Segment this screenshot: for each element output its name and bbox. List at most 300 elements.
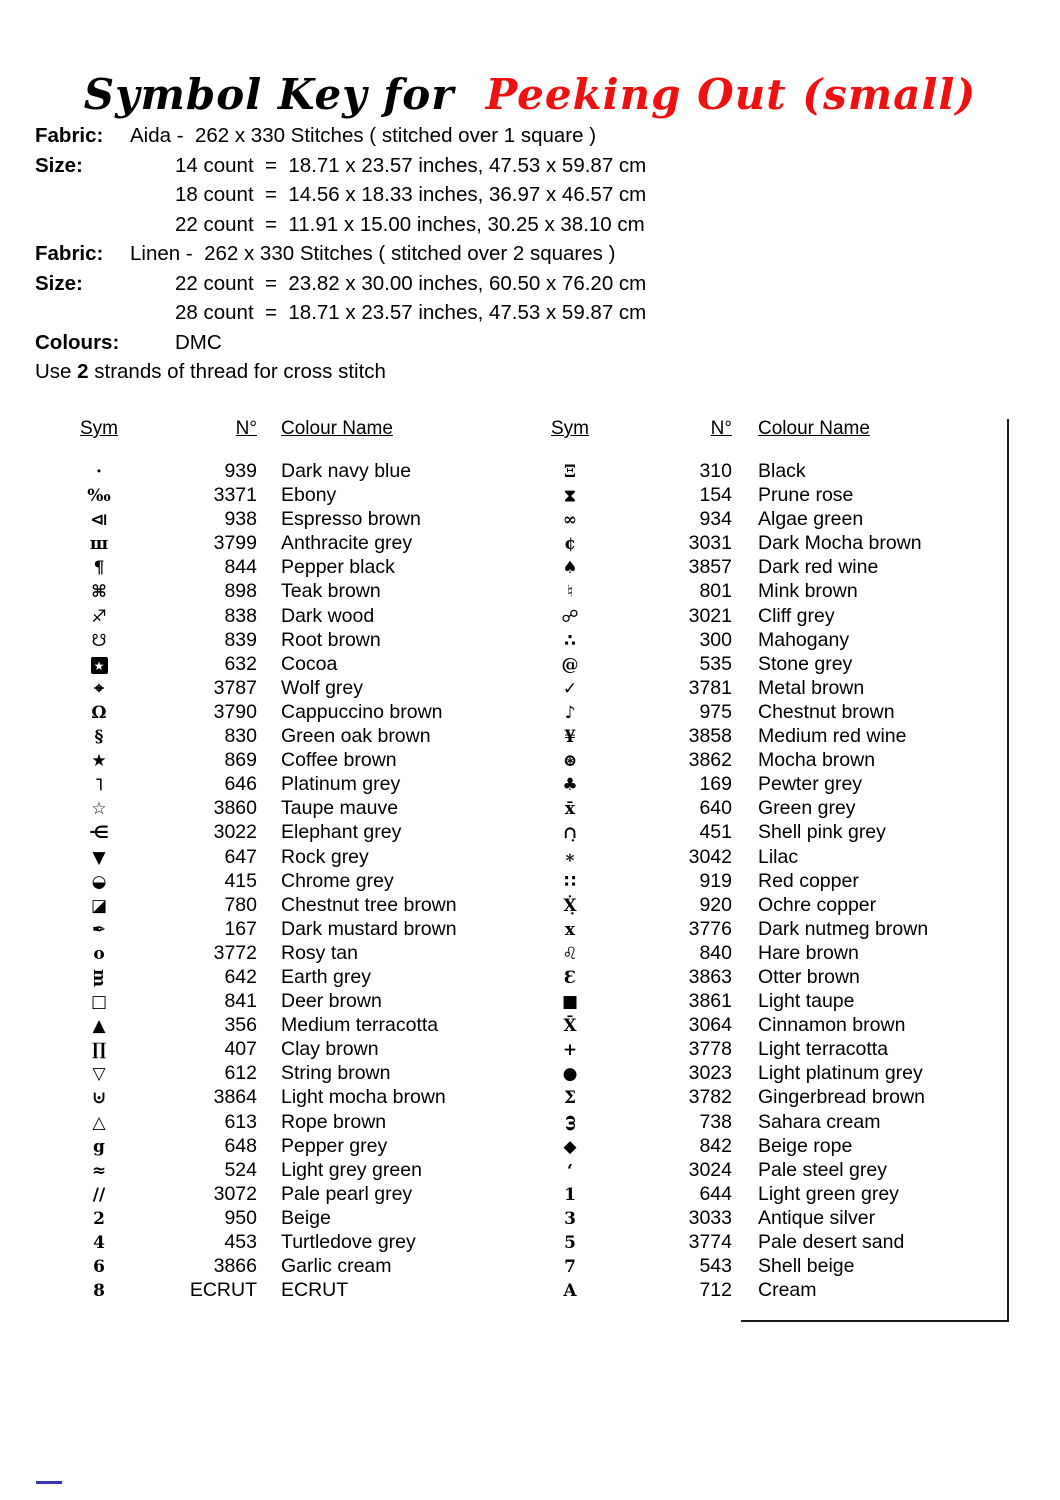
number-cell: 524 xyxy=(224,1158,257,1181)
info-label: Colours: xyxy=(35,330,120,354)
number-cell: 300 xyxy=(699,628,732,651)
number-cell: 648 xyxy=(224,1134,257,1157)
symbol-cell: Ẋ̣ xyxy=(563,895,577,916)
colour-name-cell: Dark Mocha brown xyxy=(758,532,922,555)
symbol-cell: ω xyxy=(560,1114,580,1131)
colour-name-cell: Pewter grey xyxy=(758,773,863,796)
colour-name-cell: Light green grey xyxy=(758,1182,899,1205)
symbol-cell: ♪ xyxy=(564,702,576,723)
table-row xyxy=(546,1014,966,1038)
info-row xyxy=(35,124,1025,154)
table-row xyxy=(546,725,966,749)
colour-name-cell: Gingerbread brown xyxy=(758,1086,925,1109)
symbol-cell: Ξ xyxy=(564,462,576,482)
symbol-cell: ∗ xyxy=(564,847,576,868)
symbol-cell: ♐ xyxy=(91,606,107,627)
symbol-cell: 3 xyxy=(564,1208,576,1229)
symbol-cell: ⌘ xyxy=(91,582,107,603)
number-cell: 3072 xyxy=(213,1182,257,1205)
info-label: Fabric: xyxy=(35,242,104,265)
colour-name-cell: Pepper grey xyxy=(281,1134,388,1157)
number-cell: 920 xyxy=(699,893,732,916)
symbol-cell: ‘ xyxy=(567,1160,573,1181)
colour-name-cell: Light mocha brown xyxy=(281,1086,446,1109)
colour-name-cell: ECRUT xyxy=(281,1279,349,1302)
colour-name-cell: Chestnut tree brown xyxy=(281,893,457,916)
number-cell: 3862 xyxy=(688,749,732,772)
table-row xyxy=(546,1255,966,1279)
number-cell: 3866 xyxy=(213,1255,257,1278)
table-row xyxy=(546,580,966,604)
symbol-cell: 2 xyxy=(93,1208,105,1229)
table-row xyxy=(546,677,966,701)
symbol-cell: ∷ xyxy=(564,871,576,892)
symbol-cell: ∞ xyxy=(562,510,578,531)
symbol-cell: Ω xyxy=(91,702,107,723)
table-row xyxy=(546,918,966,942)
table-row xyxy=(75,1159,495,1183)
colour-name-cell: Antique silver xyxy=(758,1206,876,1229)
table-row xyxy=(75,725,495,749)
colour-name-cell: Espresso brown xyxy=(281,508,421,531)
table-header xyxy=(75,418,495,460)
table-row xyxy=(75,1279,495,1303)
number-cell: 842 xyxy=(699,1134,732,1157)
number-cell: 167 xyxy=(224,917,257,940)
colour-name-cell: Light grey green xyxy=(281,1158,422,1181)
number-cell: 543 xyxy=(699,1255,732,1278)
colour-name-cell: Taupe mauve xyxy=(281,797,399,820)
table-row xyxy=(75,556,495,580)
number-cell: 839 xyxy=(224,628,257,651)
table-row xyxy=(546,749,966,773)
symbol-cell: ☆ xyxy=(91,799,107,820)
info-rows xyxy=(35,124,1025,360)
symbol-cell: ▲ xyxy=(92,1016,106,1037)
symbol-cell: + xyxy=(562,1040,578,1061)
table-row xyxy=(546,1207,966,1231)
table-row xyxy=(546,1062,966,1086)
table-bottom-border xyxy=(741,1320,1009,1322)
number-cell: 3782 xyxy=(688,1086,732,1109)
table-row xyxy=(75,1255,495,1279)
symbol-cell: ∴ xyxy=(564,630,576,651)
colour-name-cell: Light terracotta xyxy=(758,1038,889,1061)
info-row xyxy=(35,301,1025,331)
colour-name-cell: Shell beige xyxy=(758,1255,855,1278)
table-row xyxy=(546,1183,966,1207)
number-cell: 154 xyxy=(699,484,732,507)
strands-count: 2 xyxy=(77,360,89,383)
colour-name-cell: Teak brown xyxy=(281,580,381,603)
colour-name-cell: Beige xyxy=(281,1206,331,1229)
table-body-left xyxy=(75,460,495,1303)
symbol-cell: m xyxy=(89,968,109,987)
table-row xyxy=(75,532,495,556)
number-cell: 975 xyxy=(699,700,732,723)
number-cell: 869 xyxy=(224,749,257,772)
colour-name-cell: Green grey xyxy=(758,797,856,820)
table-row xyxy=(75,677,495,701)
table-row xyxy=(546,966,966,990)
table-row xyxy=(75,605,495,629)
colour-name-cell: Cocoa xyxy=(281,652,338,675)
table-row xyxy=(75,894,495,918)
table-row xyxy=(75,749,495,773)
number-cell: 640 xyxy=(699,797,732,820)
number-cell: 3860 xyxy=(213,797,257,820)
colour-name-cell: Prune rose xyxy=(758,484,854,507)
info-label: Size: xyxy=(35,153,83,177)
info-label: Size: xyxy=(35,271,83,295)
number-cell: 830 xyxy=(224,725,257,748)
number-cell: 356 xyxy=(224,1014,257,1037)
symbol-cell: ♠ xyxy=(562,558,578,579)
colour-name-cell: Cinnamon brown xyxy=(758,1014,906,1037)
colour-name-cell: Stone grey xyxy=(758,652,853,675)
table-row xyxy=(75,1086,495,1110)
table-row xyxy=(75,460,495,484)
table-row xyxy=(546,1279,966,1303)
number-cell: 3024 xyxy=(688,1158,732,1181)
colour-name-cell: Green oak brown xyxy=(281,725,431,748)
number-cell: 950 xyxy=(224,1206,257,1229)
colour-name-cell: Lilac xyxy=(758,845,799,868)
colour-name-cell: Sahara cream xyxy=(758,1110,881,1133)
symbol-cell: ⊍ xyxy=(91,1088,107,1109)
number-cell: 3023 xyxy=(688,1062,732,1085)
strands-note-pre: Use xyxy=(35,360,78,383)
symbol-table-left xyxy=(75,418,495,1303)
colour-name-cell: Pale desert sand xyxy=(758,1231,905,1253)
symbol-cell: ∏ xyxy=(91,1040,107,1061)
table-row xyxy=(75,918,495,942)
symbol-cell: ⌖ xyxy=(94,678,104,699)
number-cell: 840 xyxy=(699,941,732,964)
symbol-cell: ★ xyxy=(75,655,123,675)
table-body-right xyxy=(546,460,966,1303)
colour-name-cell: Deer brown xyxy=(281,990,382,1013)
table-row xyxy=(75,1111,495,1135)
number-cell: 613 xyxy=(224,1110,257,1133)
info-row xyxy=(35,213,1025,243)
table-row xyxy=(546,460,966,484)
colour-name-cell: Black xyxy=(758,460,806,482)
colour-name-cell: Dark mustard brown xyxy=(281,917,457,940)
symbol-cell: ♌ xyxy=(562,943,578,964)
number-cell: 3778 xyxy=(688,1038,732,1061)
colour-name-cell: Red copper xyxy=(758,869,859,892)
number-cell: 844 xyxy=(224,556,257,579)
table-row xyxy=(546,653,966,677)
table-row xyxy=(546,701,966,725)
info-value: 22 count = 23.82 x 30.00 inches, 60.50 x 76.20 cm xyxy=(175,271,647,295)
colour-name-cell: Elephant grey xyxy=(281,821,402,844)
number-cell: 939 xyxy=(224,460,257,482)
number-cell: 3790 xyxy=(213,700,257,723)
colour-name-cell: Medium terracotta xyxy=(281,1014,439,1037)
number-cell: 646 xyxy=(224,773,257,796)
number-cell: 169 xyxy=(699,773,732,796)
colour-name-cell: Medium red wine xyxy=(758,725,907,748)
colour-name-cell: Dark red wine xyxy=(758,556,879,579)
number-cell: 3064 xyxy=(688,1014,732,1037)
symbol-cell: □ xyxy=(90,992,108,1013)
footer-mark xyxy=(36,1481,62,1484)
table-row xyxy=(546,605,966,629)
table-row xyxy=(546,1135,966,1159)
symbol-cell: A xyxy=(563,1281,577,1302)
colour-name-cell: Otter brown xyxy=(758,965,860,988)
table-row xyxy=(546,894,966,918)
number-cell: 415 xyxy=(224,869,257,892)
symbol-cell: ◪ xyxy=(90,895,108,916)
info-value: 22 count = 11.91 x 15.00 inches, 30.25 x 38.10 cm xyxy=(175,212,645,236)
symbol-cell: ✒ xyxy=(91,919,107,940)
symbol-cell: 5 xyxy=(564,1233,576,1253)
number-cell: 3033 xyxy=(688,1206,732,1229)
table-header xyxy=(546,418,966,460)
page-title-red: Peeking Out (small) xyxy=(470,70,977,119)
symbol-cell: ¥ xyxy=(564,727,576,748)
number-cell: 407 xyxy=(224,1038,257,1061)
header-colour-name: Colour Name xyxy=(758,418,870,439)
number-cell: 632 xyxy=(224,652,257,675)
colour-name-cell: Dark wood xyxy=(281,604,375,627)
colour-name-cell: Earth grey xyxy=(281,965,371,988)
number-cell: 780 xyxy=(224,893,257,916)
fabric-info-block xyxy=(35,124,1025,390)
number-cell: 647 xyxy=(224,845,257,868)
number-cell: 3857 xyxy=(688,556,732,579)
table-right-border xyxy=(1007,419,1009,1322)
colour-name-cell: Pepper black xyxy=(281,556,395,579)
table-row xyxy=(75,1038,495,1062)
colour-name-cell: Coffee brown xyxy=(281,749,397,772)
table-row xyxy=(75,1135,495,1159)
table-row xyxy=(75,1207,495,1231)
symbol-cell: 1 xyxy=(564,1184,576,1205)
symbol-cell: ◆ xyxy=(563,1136,577,1157)
header-sym: Sym xyxy=(551,418,589,439)
colour-name-cell: Platinum grey xyxy=(281,773,401,796)
colour-name-cell: Turtledove grey xyxy=(281,1231,416,1253)
symbol-cell: ★ xyxy=(91,751,107,772)
table-row xyxy=(546,797,966,821)
colour-name-cell: Mocha brown xyxy=(758,749,876,772)
colour-name-cell: Algae green xyxy=(758,508,864,531)
symbol-cell: ◒ xyxy=(91,871,107,892)
page-title xyxy=(0,70,1060,119)
colour-name-cell: Rock grey xyxy=(281,845,369,868)
symbol-cell: ■ xyxy=(561,992,579,1013)
number-cell: 612 xyxy=(224,1062,257,1085)
table-row xyxy=(546,1159,966,1183)
table-row xyxy=(75,580,495,604)
symbol-cell: ⊛ xyxy=(562,751,578,772)
info-value: DMC xyxy=(175,330,222,354)
table-row xyxy=(75,508,495,532)
number-cell: 712 xyxy=(699,1279,732,1302)
symbol-cell: ♣ xyxy=(562,775,578,796)
number-cell: 3774 xyxy=(688,1231,732,1253)
colour-name-cell: Rosy tan xyxy=(281,941,358,964)
header-number: N° xyxy=(235,418,257,439)
colour-name-cell: Ochre copper xyxy=(758,893,877,916)
symbol-cell: ‰ xyxy=(87,486,111,507)
number-cell: 3781 xyxy=(688,676,732,699)
colour-name-cell: Rope brown xyxy=(281,1110,387,1133)
table-row xyxy=(75,773,495,797)
header-colour-name: Colour Name xyxy=(281,418,393,439)
symbol-cell: △ xyxy=(92,1112,106,1133)
table-row xyxy=(546,870,966,894)
symbol-cell: ∕∕ xyxy=(92,1184,106,1205)
colour-name-cell: Beige rope xyxy=(758,1134,853,1157)
colour-name-cell: Chestnut brown xyxy=(758,700,895,723)
symbol-cell: ▽ xyxy=(92,1064,106,1085)
colour-name-cell: Dark nutmeg brown xyxy=(758,917,929,940)
info-value: Aida - 262 x 330 Stitches ( stitched over 1 square ) xyxy=(130,124,597,147)
table-row xyxy=(75,1014,495,1038)
colour-name-cell: Mahogany xyxy=(758,628,850,651)
number-cell: 642 xyxy=(224,965,257,988)
symbol-cell: x̄ xyxy=(564,799,576,820)
info-label: Fabric: xyxy=(35,124,104,147)
table-row xyxy=(75,797,495,821)
table-row xyxy=(546,629,966,653)
symbol-cell: ♮ xyxy=(566,582,574,603)
table-row xyxy=(546,1086,966,1110)
colour-name-cell: Dark navy blue xyxy=(281,460,412,482)
table-row xyxy=(75,629,495,653)
symbol-cell: ш xyxy=(89,534,109,555)
symbol-cell: 4 xyxy=(93,1233,105,1253)
table-row xyxy=(546,1111,966,1135)
number-cell: 3042 xyxy=(688,845,732,868)
colour-name-cell: Chrome grey xyxy=(281,869,394,892)
number-cell: 898 xyxy=(224,580,257,603)
number-cell: 3864 xyxy=(213,1086,257,1109)
symbol-cell: ≈ xyxy=(91,1160,107,1181)
table-row xyxy=(546,532,966,556)
colour-name-cell: Hare brown xyxy=(758,941,859,964)
symbol-cell: § xyxy=(94,727,104,748)
symbol-cell: ▼ xyxy=(92,847,106,868)
colour-name-cell: Shell pink grey xyxy=(758,821,886,844)
number-cell: 934 xyxy=(699,508,732,531)
number-cell: 938 xyxy=(224,508,257,531)
symbol-cell: ⧏ xyxy=(90,510,108,531)
colour-name-cell: Pale pearl grey xyxy=(281,1182,413,1205)
colour-name-cell: Garlic cream xyxy=(281,1255,392,1278)
header-number: N° xyxy=(710,418,732,439)
number-cell: 3371 xyxy=(213,484,257,507)
header-sym: Sym xyxy=(80,418,118,439)
table-row xyxy=(75,821,495,845)
colour-name-cell: Clay brown xyxy=(281,1038,379,1061)
number-cell: 3858 xyxy=(688,725,732,748)
table-row xyxy=(75,1183,495,1207)
symbol-cell: ⧗ xyxy=(564,486,576,507)
symbol-cell: g xyxy=(93,1136,105,1157)
symbol-cell: ⋲ xyxy=(89,823,109,844)
symbol-cell: Σ xyxy=(563,1088,577,1109)
symbol-cell: ¶ xyxy=(93,558,105,579)
info-row xyxy=(35,242,1025,272)
symbol-cell: ☍ xyxy=(561,606,579,627)
symbol-cell: @ xyxy=(561,654,579,675)
info-row xyxy=(35,272,1025,302)
table-row xyxy=(546,773,966,797)
symbol-cell: 8 xyxy=(93,1281,105,1302)
number-cell: 453 xyxy=(224,1231,257,1253)
table-row xyxy=(75,870,495,894)
table-row xyxy=(75,990,495,1014)
symbol-cell: ☋ xyxy=(91,630,107,651)
colour-name-cell: Light platinum grey xyxy=(758,1062,923,1085)
table-row xyxy=(75,653,495,677)
symbol-cell: ✓ xyxy=(562,678,578,699)
strands-note-post: strands of thread for cross stitch xyxy=(88,360,386,383)
symbol-cell: ¢ xyxy=(564,534,576,555)
number-cell: 841 xyxy=(224,990,257,1013)
info-row xyxy=(35,154,1025,184)
number-cell: 738 xyxy=(699,1110,732,1133)
table-row xyxy=(546,556,966,580)
number-cell: 644 xyxy=(699,1182,732,1205)
number-cell: 3031 xyxy=(688,532,732,555)
table-row xyxy=(546,508,966,532)
number-cell: 3787 xyxy=(213,676,257,699)
table-row xyxy=(546,846,966,870)
number-cell: 838 xyxy=(224,604,257,627)
table-row xyxy=(546,1231,966,1255)
table-row xyxy=(546,821,966,845)
table-row xyxy=(546,1038,966,1062)
colour-name-cell: Ebony xyxy=(281,484,337,507)
colour-name-cell: Cappuccino brown xyxy=(281,700,443,723)
colour-name-cell: Wolf grey xyxy=(281,676,363,699)
table-row xyxy=(75,1231,495,1255)
symbol-cell: 7 xyxy=(564,1257,576,1278)
symbol-table-right xyxy=(546,418,966,1303)
number-cell: 451 xyxy=(699,821,732,844)
table-row xyxy=(546,990,966,1014)
info-row xyxy=(35,331,1025,361)
colour-name-cell: Cream xyxy=(758,1279,817,1302)
colour-name-cell: Light taupe xyxy=(758,990,855,1013)
page-title-black: Symbol Key for xyxy=(83,70,471,119)
table-row xyxy=(546,942,966,966)
symbol-cell: 6 xyxy=(93,1257,105,1278)
symbol-cell: X̄ xyxy=(563,1016,577,1037)
table-row xyxy=(75,484,495,508)
info-row xyxy=(35,183,1025,213)
table-row xyxy=(75,966,495,990)
colour-name-cell: Metal brown xyxy=(758,676,865,699)
number-cell: 3772 xyxy=(213,941,257,964)
table-row xyxy=(75,701,495,725)
number-cell: 3021 xyxy=(688,604,732,627)
number-cell: 3863 xyxy=(688,965,732,988)
symbol-cell: ● xyxy=(562,1064,578,1085)
info-value: 18 count = 14.56 x 18.33 inches, 36.97 x 46.57 cm xyxy=(175,183,647,206)
number-cell: ECRUT xyxy=(189,1279,257,1302)
colour-name-cell: Pale steel grey xyxy=(758,1158,887,1181)
number-cell: 919 xyxy=(699,869,732,892)
symbol-cell: Ɛ xyxy=(563,967,577,988)
